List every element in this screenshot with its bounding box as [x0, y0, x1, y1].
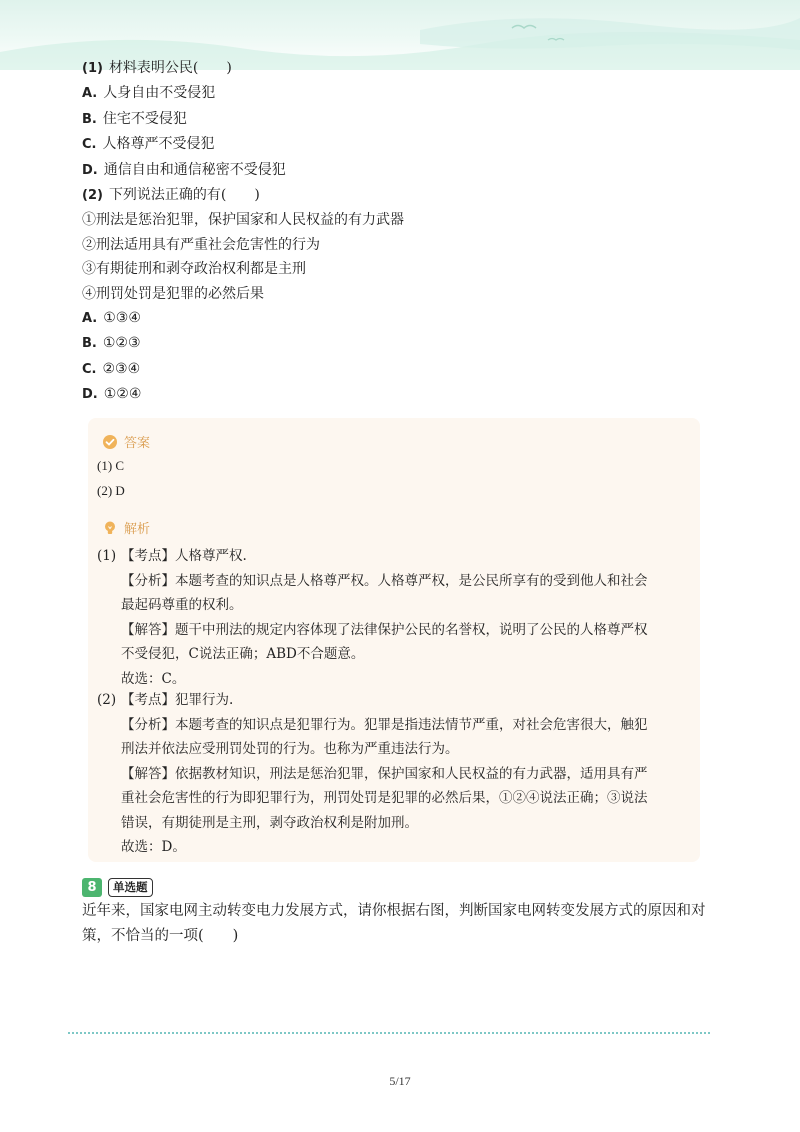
q2-stem-text: 下列说法正确的有( ) — [108, 187, 260, 204]
q2-statement: ②刑法适用具有严重社会危害性的行为 — [82, 236, 320, 253]
option-text: ①②③ — [102, 335, 141, 352]
q1-option-b[interactable] — [82, 107, 722, 132]
q2-option-b[interactable] — [82, 331, 722, 356]
analysis-fenxi-cont: 刑法并依法应受刑罚处罚的行为。也称为严重违法行为。 — [121, 741, 459, 757]
answer-heading-text: 答案 — [124, 436, 151, 451]
page-number: 5/17 — [389, 1074, 411, 1088]
q1-stem-text: 材料表明公民( ) — [108, 60, 232, 76]
q8-header — [82, 878, 153, 897]
q1-number: (1) — [82, 61, 103, 76]
option-text: 人身自由不受侵犯 — [103, 85, 216, 102]
q2-option-d[interactable] — [82, 382, 722, 407]
analysis-heading — [102, 518, 150, 537]
lightbulb-icon — [102, 520, 118, 536]
analysis-heading-text: 解析 — [124, 522, 151, 537]
q2-statement: ①刑法是惩治犯罪，保护国家和人民权益的有力武器 — [82, 212, 404, 229]
option-letter: A. — [82, 311, 98, 327]
option-text: 住宅不受侵犯 — [102, 110, 187, 127]
q2-number: (2) — [82, 188, 103, 204]
q1-option-d[interactable] — [82, 158, 722, 183]
analysis-jieda: 【解答】题干中刑法的规定内容体现了法律保护公民的名誉权，说明了公民的人格尊严权 — [121, 621, 648, 638]
question-number-badge: 8 — [82, 878, 102, 897]
analysis-jieda-cont: 不受侵犯，C说法正确；ABD不合题意。 — [121, 646, 365, 662]
analysis-item-1 — [97, 544, 687, 691]
analysis-jieda-cont: 错误，有期徒刑是主刑，剥夺政治权利是附加刑。 — [121, 814, 418, 831]
q2-option-c[interactable] — [82, 357, 722, 382]
q8-stem-line: 近年来，国家电网主动转变电力发展方式，请你根据右图，判断国家电网转变发展方式的原因和对 — [82, 903, 706, 919]
q1-stem — [82, 56, 722, 81]
page-divider — [68, 1032, 710, 1034]
analysis-item-number: (1) — [97, 548, 117, 564]
analysis-kaodian: 【考点】犯罪行为. — [121, 692, 234, 708]
question-type-tag: 单选题 — [108, 878, 153, 897]
q8-stem — [82, 899, 722, 949]
q2-stem — [82, 183, 722, 208]
option-text: ②③④ — [102, 360, 141, 377]
analysis-fenxi-cont: 最起码尊重的权利。 — [121, 597, 243, 613]
option-text: 通信自由和通信秘密不受侵犯 — [103, 161, 286, 178]
analysis-jieda-cont: 重社会危害性的行为即犯罪行为，刑罚处罚是犯罪的必然后果，①②④说法正确；③说法 — [121, 790, 648, 806]
option-text: 人格尊严不受侵犯 — [102, 136, 215, 153]
q8-stem-line: 策，不恰当的一项( ) — [82, 928, 239, 944]
option-text: ①②④ — [103, 386, 142, 403]
option-letter: A. — [82, 86, 98, 102]
q1-option-a[interactable] — [82, 81, 722, 106]
analysis-fenxi: 【分析】本题考查的知识点是犯罪行为。犯罪是指违法情节严重，对社会危害很大，触犯 — [121, 716, 648, 733]
q2-option-a[interactable] — [82, 306, 722, 331]
analysis-item-number: (2) — [97, 692, 117, 708]
analysis-item-2 — [97, 688, 687, 860]
q2-statement: ③有期徒刑和剥夺政治权利都是主刑 — [82, 261, 306, 278]
answer-analysis-panel — [88, 418, 700, 862]
option-letter: C. — [82, 361, 97, 377]
analysis-guxuan: 故选：D。 — [121, 839, 186, 855]
analysis-kaodian: 【考点】人格尊严权. — [121, 548, 247, 564]
option-letter: D. — [82, 387, 98, 403]
option-letter: D. — [82, 162, 98, 178]
option-letter: B. — [82, 111, 97, 127]
q2-statement: ④刑罚处罚是犯罪的必然后果 — [82, 285, 264, 302]
option-text: ①③④ — [103, 310, 141, 327]
check-badge-icon — [102, 434, 118, 450]
analysis-jieda: 【解答】依据教材知识，刑法是惩治犯罪，保护国家和人民权益的有力武器，适用具有严 — [121, 765, 648, 782]
answer-line: (2) D — [97, 483, 125, 498]
analysis-fenxi: 【分析】本题考查的知识点是人格尊严权。人格尊严权，是公民所享有的受到他人和社会 — [121, 572, 648, 589]
answer-heading — [102, 432, 150, 451]
question-content — [82, 56, 722, 408]
option-letter: C. — [82, 137, 97, 153]
option-letter: B. — [82, 336, 97, 352]
analysis-guxuan: 故选：C。 — [121, 670, 186, 687]
answer-line: (1) C — [97, 458, 125, 473]
q1-option-c[interactable] — [82, 132, 722, 157]
